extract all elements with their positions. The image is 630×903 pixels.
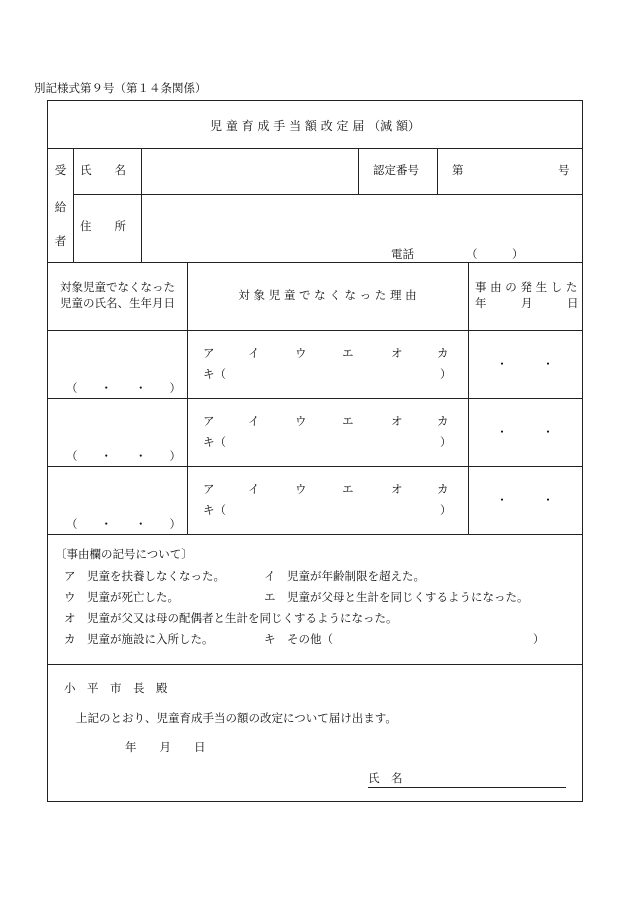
reason-other-close: ） (440, 503, 452, 517)
reason-choice-e[interactable]: エ (342, 346, 354, 360)
name-label: 氏 名 (80, 163, 126, 177)
reason-other-close: ） (440, 435, 452, 449)
declaration-statement: 上記のとおり、児童育成手当の額の改定について届け出ます。 (76, 711, 397, 725)
form-title: 児 童 育 成 手 当 額 改 定 届 （減 額） (210, 119, 420, 133)
reason-choice-ka[interactable]: カ (437, 414, 449, 428)
reason-choice-i[interactable]: イ (248, 346, 260, 360)
note-u: ウ 児童が死亡した。 (64, 590, 179, 604)
reason-choice-ki[interactable]: キ（ (203, 367, 226, 381)
certification-number-suffix: 号 (558, 163, 570, 177)
reason-choice-u[interactable]: ウ (295, 482, 307, 496)
child-name-field[interactable] (49, 467, 187, 503)
note-ki-close: ） (533, 632, 545, 646)
child-name-field[interactable] (49, 331, 187, 367)
reason-other-close: ） (440, 367, 452, 381)
child-header-line-1: 対象児童でなくなった (60, 280, 175, 294)
phone-field[interactable]: （ ） (466, 247, 524, 261)
reason-choice-e[interactable]: エ (342, 414, 354, 428)
notes-heading: 〔事由欄の記号について〕 (55, 547, 193, 561)
date-header-line-1: 事 由 の 発 生 し た (475, 280, 578, 294)
date-header-line-2: 年 月 日 (475, 296, 579, 310)
addressee: 小 平 市 長 殿 (64, 681, 168, 695)
note-a: ア 児童を扶養しなくなった。 (64, 569, 225, 583)
child-birthdate-field[interactable]: （ ・ ・ ） (66, 381, 181, 395)
reason-choice-a[interactable]: ア (203, 482, 215, 496)
note-ki: キ その他（ (264, 632, 333, 646)
note-ka: カ 児童が施設に入所した。 (64, 632, 214, 646)
reason-choice-u[interactable]: ウ (295, 414, 307, 428)
applicant-name-line[interactable] (368, 787, 566, 788)
reason-header: 対 象 児 童 で な く な っ た 理 由 (238, 288, 417, 302)
reason-choice-o[interactable]: オ (391, 482, 403, 496)
reason-choice-ki[interactable]: キ（ (203, 503, 226, 517)
phone-label: 電話 (391, 247, 414, 261)
note-o: オ 児童が父又は母の配偶者と生計を同じくするようになった。 (64, 611, 398, 625)
occurrence-date-field[interactable]: ・ ・ (496, 493, 554, 507)
note-i: イ 児童が年齢制限を超えた。 (264, 569, 425, 583)
applicant-name-label: 氏 名 (368, 771, 403, 785)
reason-choice-ka[interactable]: カ (437, 346, 449, 360)
child-birthdate-field[interactable]: （ ・ ・ ） (66, 449, 181, 463)
recipient-address-field[interactable] (142, 195, 582, 245)
certification-number-field[interactable] (468, 149, 556, 194)
notification-form (47, 100, 583, 802)
reason-choice-e[interactable]: エ (342, 482, 354, 496)
certification-number-prefix: 第 (452, 163, 464, 177)
reason-choice-u[interactable]: ウ (295, 346, 307, 360)
reason-choice-a[interactable]: ア (203, 346, 215, 360)
reason-choice-o[interactable]: オ (391, 414, 403, 428)
reason-choice-i[interactable]: イ (248, 414, 260, 428)
recipient-name-field[interactable] (142, 149, 357, 194)
occurrence-date-field[interactable]: ・ ・ (496, 425, 554, 439)
recipient-label-char-2: 給 (54, 200, 67, 214)
reason-choice-i[interactable]: イ (248, 482, 260, 496)
submission-date-field[interactable]: 年 月 日 (125, 740, 206, 754)
note-e: エ 児童が父母と生計を同じくするようになった。 (264, 590, 529, 604)
occurrence-date-field[interactable]: ・ ・ (496, 357, 554, 371)
form-caption: 別記様式第９号（第１４条関係） (34, 81, 207, 95)
child-birthdate-field[interactable]: （ ・ ・ ） (66, 517, 181, 531)
address-label: 住 所 (80, 219, 126, 233)
reason-choice-a[interactable]: ア (203, 414, 215, 428)
child-header-line-2: 児童の氏名、生年月日 (60, 296, 175, 310)
reason-choice-ka[interactable]: カ (437, 482, 449, 496)
recipient-label-char-3: 者 (54, 234, 67, 248)
child-name-field[interactable] (49, 399, 187, 435)
certification-number-label: 認定番号 (373, 163, 419, 177)
recipient-label-char-1: 受 (54, 163, 67, 177)
reason-choice-o[interactable]: オ (391, 346, 403, 360)
reason-choice-ki[interactable]: キ（ (203, 435, 226, 449)
